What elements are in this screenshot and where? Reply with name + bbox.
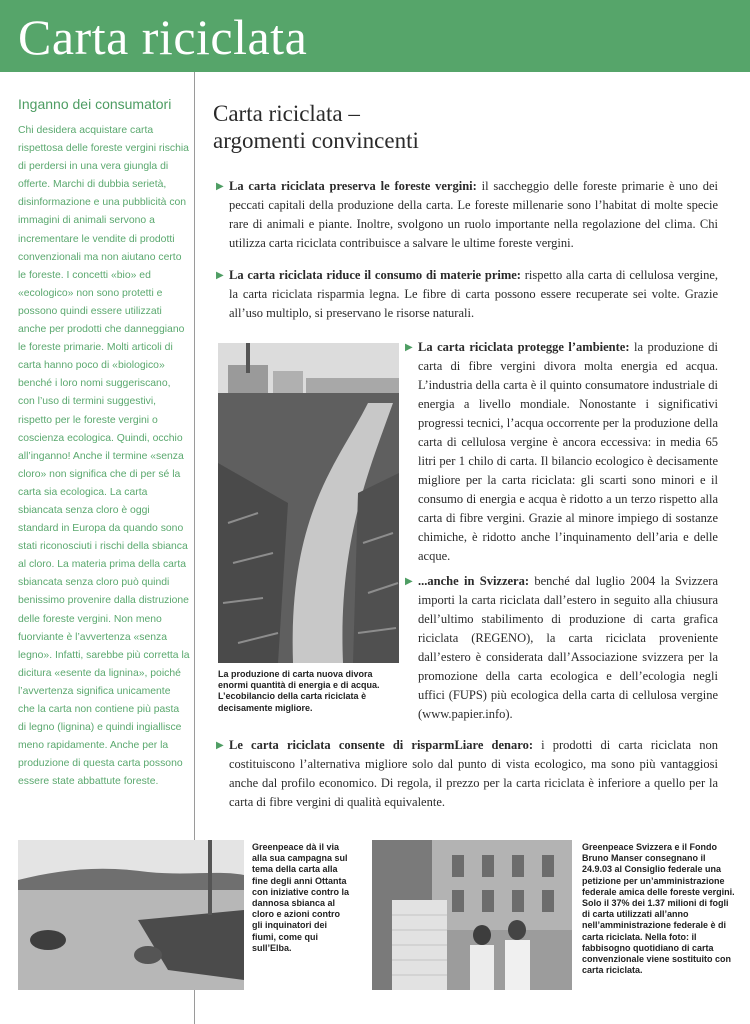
caption-river-photo: La produzione di carta nuova divora enormi quantità di energia e di acqua. L’ecobilancio della carta riciclata è decisamente migliore. (218, 669, 380, 713)
paragraph-svizzera (405, 572, 718, 724)
main-title (213, 100, 419, 154)
river-photo (218, 343, 399, 663)
main-title-line1: Carta riciclata – (213, 101, 360, 126)
caption-petition-photo: Greenpeace Svizzera e il Fondo Bruno Manser consegnano il 24.9.03 al Consiglio federale una petizione per un’amministrazione federale amica delle foreste vergini. Solo il 37% dei 1.37 milioni di fogli di carta utilizzati all’anno nell’amministrazione federale è di carta riciclata. Nella foto: il fabbisogno quotidiano di carta convenzionale viene sostituito con carta riciclata. (582, 842, 735, 976)
paragraph-text: i prodotti di carta riciclata non costituiscono l’alternativa migliore solo dal punto di vista ecologico, ma sono più vantaggiosi anche dal profilo economico. Di regola, il prezzo per la carta riciclata è inferiore a quello per la carta di fibre vergini di qualità equivalente. (229, 738, 718, 809)
sidebar-heading: Inganno dei consumatori (18, 96, 172, 112)
paragraph-risparmio (216, 736, 718, 812)
header-banner (0, 0, 750, 72)
petition-photo-graphic (372, 840, 572, 990)
paragraph-materie-prime (216, 266, 718, 323)
paragraph-text: il saccheggio delle foreste primarie è uno dei peccati capitali della produzione della carta. Le foreste millenarie sono l’habitat di molte specie rare di animali e piante. Inoltre, svolgono un ruolo importante nella regolazione del clima. Chi utilizza carta riciclata contribuisce a salvare le ultime foreste vergini. (229, 179, 719, 250)
elba-boat-photo-graphic (18, 840, 244, 990)
petition-photo (372, 840, 572, 990)
sidebar (18, 96, 190, 791)
arrow-right-icon: ▶ (216, 270, 224, 281)
arrow-right-icon: ▶ (216, 181, 224, 192)
paragraph-lead: La carta riciclata riduce il consumo di materie prime: (229, 268, 521, 282)
page-title: Carta riciclata (18, 9, 308, 65)
paragraph-lead: ...anche in Svizzera: (418, 574, 530, 588)
elba-boat-photo (18, 840, 244, 990)
arrow-right-icon: ▶ (405, 576, 413, 587)
river-photo-graphic (218, 343, 399, 663)
paragraph-foreste (216, 177, 719, 253)
paragraph-lead: Le carta riciclata consente di risparmLiare denaro: (229, 738, 533, 752)
paragraph-ambiente (405, 338, 719, 566)
arrow-right-icon: ▶ (216, 740, 224, 751)
paragraph-text: rispetto alla carta di cellulosa vergine, la carta riciclata risparmia legna. Le fibre di carta possono essere recuperate sei volte. Grazie all’uso multiplo, si preservano le risorse naturali. (229, 268, 718, 320)
sidebar-text: Chi desidera acquistare carta rispettosa delle foreste vergini rischia di perdersi in una vera giungla di offerte. Marchi di dubbia serietà, disinformazione e una pubblicità con immagini di animali servono a incrementare le vendite di prodotti convenzionali ma non aiutano certo le foreste. I concetti «bio» ed «ecologico» non sono protetti e possono quindi essere utilizzati anche per prodotti che danneggiano le foreste primarie. Molti articoli di carta hanno poco di «biologico» benché i loro nomi suggeriscano, con l’uso di termini suggestivi, rispetto per le foreste vergini o coscienza ecologica. Quindi, occhio all’inganno! Anche il termine «senza cloro» non significa che di per sé la carta sia ecologica. La carta sbiancata senza cloro è oggi standard in Europa da quando sono stati riconosciuti i rischi della sbianca al cloro. La materia prima della carta sbiancata senza cloro può quindi benissimo provenire dalla distruzione delle foreste vergini. Non meno fuorviante è l’avvertenza «senza legno». Infatti, sarebbe più corretta la dicitura «esente da lignina», poiché l’avvertenza significa unicamente che la carta non contiene più pasta di legno (lignina) e quindi ingiallisce meno rapidamente. Anche per la produzione di questa carta possono essere state abbattute foreste. (18, 125, 190, 788)
paragraph-text: la produzione di carta di fibre vergini divora molta energia ed acqua. L’industria della carta è il quinto consumatore industriale di energia a livello mondiale. Nonostante i significativi progressi tecnici, l’acqua occorrente per la produzione della carta di cellulosa vergine è ancora eccessiva: in media 65 litri per 1 chilo di carta. Il bilancio ecologico è decisamente migliore per la carta riciclata: gli scarti sono minori e il consumo di energia e acqua è ridotto a un terzo rispetto alla carta di fibre vergini. Grazie al minore impiego di sostanze chimiche, è ridotto anche l’inquinamento dell’aria e delle acque. (418, 340, 719, 563)
paragraph-text: benché dal luglio 2004 la Svizzera importi la carta riciclata dall’estero in seguito alla chiusura dell’ultimo stabilimento di produzione di carta grafica riciclata (REGENO), la carta riciclata proveniente dall’estero è considerata dall’Associazione svizzera per la promozione della carta ecologica e dell’ecologia negli uffici (FUPS) più ecologica della carta di cellulosa vergine (www.papier.info). (418, 574, 718, 721)
paragraph-lead: La carta riciclata protegge l’ambiente: (418, 340, 630, 354)
main-title-line2: argomenti convincenti (213, 128, 419, 153)
caption-elba-photo: Greenpeace dà il via alla sua campagna sul tema della carta alla fine degli anni Ottanta con iniziative contro la dannosa sbianca al cloro e azioni contro gli inquinatori dei fiumi, come qui sull’Elba. (252, 842, 350, 953)
paragraph-lead: La carta riciclata preserva le foreste vergini: (229, 179, 477, 193)
arrow-right-icon: ▶ (405, 342, 413, 353)
